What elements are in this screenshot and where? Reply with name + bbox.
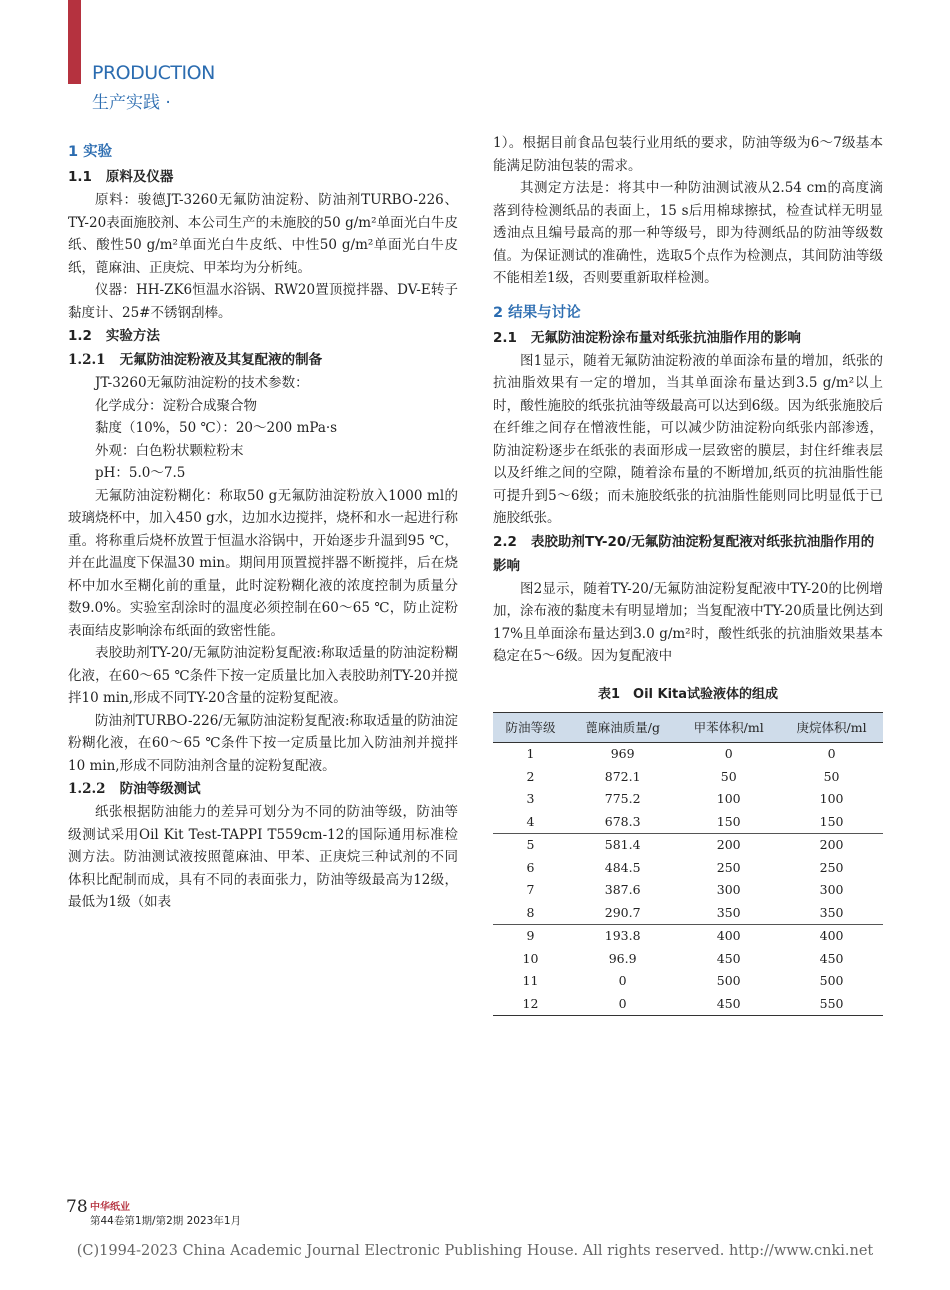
table-cell: 200	[819, 837, 844, 852]
table-cell: 350	[677, 902, 780, 925]
paragraph-oil-grade: 纸张根据防油能力的差异可划分为不同的防油等级，防油等级测试采用Oil Kit Test-TAPPI T559cm-12的国际通用标准检测方法。防油测试液按照蓖麻油、甲苯、正庚烷三种试剂的不同体积比配制而成，具有不同的表面张力，防油等级最高为12级，最低为1级（如表	[68, 804, 458, 910]
table-row	[493, 743, 883, 766]
table-row	[493, 925, 883, 948]
left-column	[68, 125, 458, 914]
table-cell: 7	[526, 882, 535, 897]
section-label-cn: 生产实践 ·	[92, 93, 171, 113]
table-cell: 2	[526, 768, 535, 784]
table-cell: 872.1	[604, 768, 641, 784]
section-title: 无氟防油淀粉涂布量对纸张抗油脂作用的影响	[530, 329, 801, 346]
paragraph-continued: 1）。根据目前食品包装行业用纸的要求，防油等级为6～7级基本能满足防油包装的需求。	[493, 135, 883, 174]
section-title: 防油等级测试	[119, 781, 201, 797]
table-row	[493, 902, 883, 925]
section-2-heading: 2 结果与讨论	[493, 304, 581, 321]
journal-logo: 中华纸业	[90, 1202, 130, 1213]
table-cell: 581.4	[604, 837, 641, 852]
paragraph-turbo-blend: 防油剂TURBO-226/无氟防油淀粉复配液:称取适量的防油淀粉糊化液，在60～65 ℃条件下按一定质量比加入防油剂并搅拌10 min,形成不同防油剂含量的淀粉复配液。	[68, 712, 458, 774]
section-2-2-heading	[493, 530, 883, 578]
table-row	[493, 879, 883, 902]
table-cell: 969	[610, 746, 635, 761]
table-cell: 0	[618, 973, 627, 988]
paragraph-test-method: 其测定方法是：将其中一种防油测试液从2.54 cm的高度滴落到待检测纸品的表面上，15 s后用棉球擦拭，检查试样无明显透油点且编号最高的那一种等级号，即为待测纸品的防油等级数值。为保证测试的准确性，选取5个点作为检测点，其间防油等级不能相差1级，否则要重新取样检测。	[493, 180, 883, 286]
table-row	[493, 857, 883, 880]
section-title: 表胶助剂TY-20/无氟防油淀粉复配液对纸张抗油脂作用的影响	[493, 533, 875, 574]
table-cell: 10	[522, 950, 539, 966]
section-1-1-heading	[68, 165, 458, 189]
section-number: 1.2.2	[68, 781, 106, 797]
spec-ph: pH：5.0～7.5	[95, 465, 186, 481]
table-row	[493, 948, 883, 971]
table-cell: 50	[823, 768, 840, 784]
table-cell: 0	[724, 746, 733, 761]
paragraph-instruments: 仪器：HH-ZK6恒温水浴锅、RW20置顶搅拌器、DV-E转子黏度计、25#不锈钢刮棒。	[68, 282, 458, 321]
oil-kit-table	[493, 712, 883, 1016]
table-cell: 1	[526, 746, 535, 761]
table-header: 甲苯体积/ml	[677, 713, 780, 743]
section-title: 原料及仪器	[105, 169, 174, 185]
section-1-2-heading	[68, 324, 458, 348]
right-column	[493, 132, 883, 1016]
section-title: 实验方法	[105, 328, 160, 344]
table-cell: 0	[568, 993, 677, 1016]
table-cell: 400	[819, 928, 844, 943]
table-cell: 100	[716, 791, 741, 806]
section-number: 1.1	[68, 169, 92, 185]
table-row	[493, 970, 883, 993]
table-cell: 11	[522, 973, 539, 988]
paragraph-materials: 原料：骏德JT-3260无氟防油淀粉、防油剂TURBO-226、TY-20表面施胶剂、本公司生产的未施胶的50 g/m²单面光白牛皮纸、酸性50 g/m²单面光白牛皮纸、中性50 g/m²单面光白牛皮纸，蓖麻油、正庚烷、甲苯均为分析纯。	[68, 192, 458, 276]
table-cell: 250	[819, 859, 844, 875]
copyright-line: (C)1994-2023 China Academic Journal Electronic Publishing House. All rights reserved. http://www.cnki.net	[76, 1243, 874, 1259]
paragraph-figure-2: 图2显示，随着TY-20/无氟防油淀粉复配液中TY-20的比例增加，涂布液的黏度未有明显增加；当复配液中TY-20质量比例达到17%且单面涂布量达到3.0 g/m²时，酸性纸张的抗油脂效果基本稳定在5～6级。因为复配液中	[493, 580, 883, 664]
table-cell: 290.7	[568, 902, 677, 925]
spec-title: JT-3260无氟防油淀粉的技术参数：	[95, 375, 309, 391]
section-label-en: PRODUCTION	[92, 62, 215, 84]
table-cell: 50	[720, 768, 737, 784]
section-1-2-2-heading	[68, 777, 458, 801]
table-cell: 450	[819, 950, 844, 966]
paragraph-gelatinization: 无氟防油淀粉糊化：称取50 g无氟防油淀粉放入1000 ml的玻璃烧杯中，加入450 g水，边加水边搅拌，烧杯和水一起进行称重。将称重后烧杯放置于恒温水浴锅中，开始逐步升温到95 ℃，并在此温度下保温30 min。期间用顶置搅拌器不断搅拌，后在烧杯中加水至糊化前的重量，此时淀粉糊化液的浓度控制为质量分数9.0%。实验室刮涂时的温度必须控制在60～65 ℃，防止淀粉表面结皮影响涂布纸面的致密性能。	[68, 487, 458, 639]
paragraph-ty20-blend: 表胶助剂TY-20/无氟防油淀粉复配液:称取适量的防油淀粉糊化液，在60～65 ℃条件下按一定质量比加入表胶助剂TY-20并搅拌10 min,形成不同TY-20含量的淀粉复配液。	[68, 645, 458, 706]
table-cell: 3	[526, 791, 535, 806]
table-cell: 250	[716, 859, 741, 875]
table-cell: 387.6	[604, 882, 641, 897]
table-cell: 100	[819, 791, 844, 806]
table-header: 蓖麻油质量/g	[568, 713, 677, 743]
table-cell: 150	[780, 811, 883, 834]
table-cell: 193.8	[604, 928, 641, 943]
paragraph-figure-1: 图1显示，随着无氟防油淀粉液的单面涂布量的增加，纸张的抗油脂效果有一定的增加，当其单面涂布量达到3.5 g/m²以上时，酸性施胶的纸张抗油等级最高可以达到6级。因为纸张施胶后在纤维之间存在憎液性能，可以减少防油淀粉向纸张内部渗透，防油淀粉逐步在纸张的表面形成一层致密的膜层，封住纤维表层以及纤维之间的空隙，随着涂布量的不断增加,纸页的抗油脂性能可提升到5～6级；而未施胶纸张的抗油脂性能则同比明显低于已施胶纸张。	[493, 352, 883, 526]
table-cell: 775.2	[604, 791, 641, 806]
table-cell: 484.5	[604, 859, 641, 875]
table-cell: 8	[493, 902, 568, 925]
table-cell: 300	[716, 882, 741, 897]
section-1-2-1-heading	[68, 348, 458, 372]
table-cell: 96.9	[608, 950, 637, 966]
table-cell: 0	[827, 746, 836, 761]
section-2-1-heading	[493, 326, 883, 350]
section-1-heading: 1 实验	[68, 144, 113, 160]
table-cell: 12	[493, 993, 568, 1016]
section-title: 无氟防油淀粉液及其复配液的制备	[119, 352, 323, 368]
section-number: 2.2	[493, 533, 517, 550]
spec-chemical: 化学成分：淀粉合成聚合物	[95, 397, 257, 414]
table-cell: 200	[716, 837, 741, 852]
table-cell: 9	[526, 928, 535, 943]
spec-viscosity: 黏度（10%，50 ℃）：20～200 mPa·s	[95, 420, 338, 436]
section-number: 2.1	[493, 329, 517, 346]
table-cell: 400	[716, 928, 741, 943]
table-cell: 678.3	[568, 811, 677, 834]
header-color-bar	[68, 0, 81, 84]
page-number: 78	[66, 1197, 88, 1217]
table-cell: 4	[493, 811, 568, 834]
table-cell: 5	[526, 837, 535, 852]
table-cell: 450	[677, 993, 780, 1016]
table-cell: 350	[780, 902, 883, 925]
table-row	[493, 788, 883, 811]
section-number: 1.2.1	[68, 352, 106, 368]
table-header: 防油等级	[493, 713, 568, 743]
table-cell: 150	[677, 811, 780, 834]
table-row	[493, 993, 883, 1016]
table-caption: 表1 Oil Kita试验液体的组成	[597, 686, 779, 702]
table-cell: 500	[819, 973, 844, 988]
table-row	[493, 811, 883, 834]
table-cell: 6	[526, 859, 535, 875]
section-number: 1.2	[68, 328, 92, 344]
table-cell: 550	[780, 993, 883, 1016]
table-header: 庚烷体积/ml	[780, 713, 883, 743]
table-cell: 450	[716, 950, 741, 966]
issue-info: 第44卷第1期/第2期 2023年1月	[90, 1215, 241, 1227]
table-cell: 500	[716, 973, 741, 988]
spec-appearance: 外观：白色粉状颗粒粉末	[95, 442, 244, 459]
table-row	[493, 834, 883, 857]
table-row	[493, 766, 883, 789]
table-cell: 300	[819, 882, 844, 897]
